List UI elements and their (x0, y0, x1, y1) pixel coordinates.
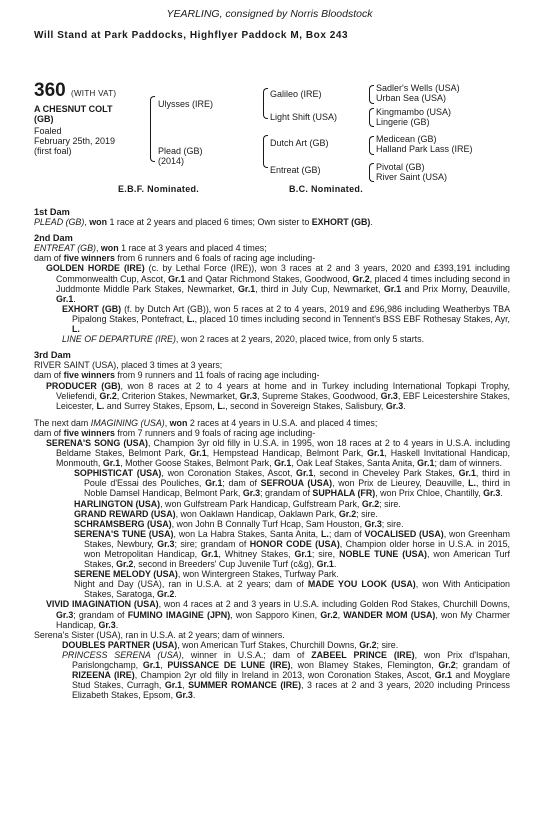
pedigree-bracket (263, 135, 268, 168)
pedigree-entry: Serena's Sister (USA), ran in U.S.A. at 2 years; dam of winners. (34, 629, 285, 640)
pedigree-bracket (369, 163, 374, 182)
section-spacer (34, 411, 510, 418)
pedigree-dam: Plead (GB) (158, 146, 203, 156)
pedigree-g3: Urban Sea (USA) (376, 93, 447, 103)
pedigree-dam-sire: Dutch Art (GB) (270, 138, 329, 148)
stand-line: Will Stand at Park Paddocks, Highflyer Paddock M, Box 243 (34, 30, 349, 41)
lot-description (34, 104, 113, 124)
foaled-note: (first foal) (34, 146, 72, 156)
pedigree-entry: DOUBLES PARTNER (USA), won American Turf Stakes, Churchill Downs, Gr.2; sire. (62, 639, 399, 650)
pedigree-bracket (369, 136, 374, 155)
pedigree-entry: SERENA'S SONG (USA), Champion 3yr old filly in U.S.A. in 1995, won 18 races at 2 to 4 years in U.S.A. including Beldame Stakes, Belmont Park, Gr.1, Hempstead Handicap, Belmont Park, Gr.1, Haskell Invitational Handicap, Monmouth, Gr.1, Mother Goose Stakes, Belmont Park, Gr.1, Oak Leaf Stakes, Santa Anita, Gr.1; dam of winners. (46, 437, 511, 469)
first-dam-text: PLEAD (GB), won 1 race at 2 years and placed 6 times; Own sister to EXHORT (GB). (34, 217, 373, 228)
pedigree-g3: Halland Park Lass (IRE) (376, 144, 473, 154)
pedigree-sire-dam: Light Shift (USA) (270, 112, 338, 122)
pedigree-g3: Lingerie (GB) (376, 117, 430, 127)
pedigree-entry: PRODUCER (GB), won 8 races at 2 to 4 years at home and in Turkey including International Topkapi Trophy, Veliefendi, Gr.2, Criterion Stakes, Newmarket, Gr.3, Supreme Stakes, Goodwood, Gr.3, EBF Leicestershire Stakes, Leicester, L. and Surrey Stakes, Epsom, L., second in Sovereign Stakes, Salisbury, Gr.3. (46, 380, 510, 411)
pedigree-g3: Kingmambo (USA) (376, 107, 452, 117)
pedigree-entry: LINE OF DEPARTURE (IRE), won 2 races at 2 years, 2020, placed twice, from only 5 starts. (62, 334, 425, 345)
pedigree-bracket (369, 108, 374, 127)
pedigree-entry: The next dam IMAGINING (USA), won 2 races at 4 years in U.S.A. and placed 4 times; (34, 417, 378, 428)
section-heading-2nd-dam: 2nd Dam (34, 233, 73, 244)
pedigree-entry: HARLINGTON (USA), won Gulfstream Park Handicap, Gulfstream Park, Gr.2; sire. (74, 498, 401, 509)
pedigree-bracket (263, 88, 268, 119)
pedigree-dam-year: (2014) (158, 156, 185, 166)
pedigree-bracket (150, 96, 155, 162)
section-heading-3rd-dam: 3rd Dam (34, 350, 71, 361)
lot-number (34, 81, 116, 104)
pedigree-entry: VIVID IMAGINATION (USA), won 4 races at 2 and 3 years in U.S.A. including Golden Rod Stakes, Churchill Downs, Gr.3; grandam of FUMINO IMAGINE (JPN), won Sapporo Kinen, Gr.2, WANDER MOM (USA), won My Charmer Handicap, Gr.3. (46, 599, 510, 630)
pedigree-sire: Ulysses (IRE) (158, 99, 214, 109)
third-dam-entries (34, 360, 510, 410)
lot-description-line2: (GB) (34, 114, 54, 124)
pedigree-block (34, 80, 514, 200)
pedigree-entry: SERENE MELODY (USA), won Wintergreen Stakes, Turfway Park. (74, 569, 339, 580)
pedigree-entry: GOLDEN HORDE (IRE) (c. by Lethal Force (IRE)), won 3 races at 2 and 3 years, 2020 and £393,191 including Commonwealth Cup, Ascot, Gr.1 and Qatar Richmond Stakes, Goodwood, Gr.2, placed 4 times including second in Juddmonte Middle Park Stakes, Newmarket, Gr.1, third in July Cup, Newmarket, Gr.1 and Prix Morny, Deauville, Gr.1. (46, 263, 511, 304)
pedigree-g3: Pivotal (GB) (376, 162, 425, 172)
next-dam-entries (34, 418, 510, 701)
pedigree-entry: dam of five winners from 7 runners and 9 foals of racing age including- (34, 427, 316, 438)
section-heading-1st-dam: 1st Dam (34, 207, 70, 217)
pedigree-entry: SOPHISTICAT (USA), won Coronation Stakes, Ascot, Gr.1, second in Cheveley Park Stakes, Gr.1, third in Poule d'Essai des Pouliches, Gr.1; dam of SEFROUA (USA), won Prix de Lieurey, Deauville, L., third in Noble Damsel Handicap, Belmont Park, Gr.3; grandam of SUPHALA (FR), won Prix Chloe, Chantilly, Gr.3. (74, 468, 511, 499)
pedigree-entry: EXHORT (GB) (f. by Dutch Art (GB)), won 5 races at 2 to 4 years, 2019 and £96,986 including Weatherbys TBA Pipalong Stakes, Pontefract, L., placed 10 times including second in Tennent's BSS EBF Rothesay Stakes, Ayr, L. (62, 303, 510, 335)
pedigree-g3: Sadler's Wells (USA) (376, 83, 460, 93)
pedigree-g3: River Saint (USA) (376, 172, 448, 182)
foaled-label: Foaled (34, 126, 62, 136)
pedigree-entry: Night and Day (USA), ran in U.S.A. at 2 years; dam of MADE YOU LOOK (USA), won With Anticipation Stakes, Saratoga, Gr.2. (74, 579, 510, 600)
lot-description-line1: A CHESNUT COLT (34, 104, 113, 114)
produce-record (34, 207, 510, 700)
pedigree-entry: dam of five winners from 9 runners and 11 foals of racing age including- (34, 370, 320, 381)
bc-nomination: B.C. Nominated. (289, 184, 364, 194)
lot-number-value: 360 (34, 80, 66, 101)
pedigree-entry: RIVER SAINT (USA), placed 3 times at 3 years; (34, 360, 223, 371)
pedigree-dam-dam: Entreat (GB) (270, 165, 321, 175)
foaling-info (34, 126, 115, 156)
pedigree-entry: SCHRAMSBERG (USA), won John B Connally Turf Hcap, Sam Houston, Gr.3; sire. (74, 518, 404, 529)
pedigree-entry: ENTREAT (GB), won 1 race at 3 years and placed 4 times; (34, 243, 267, 254)
consignment-line: YEARLING, consigned by Norris Bloodstock (166, 8, 373, 20)
pedigree-entry: GRAND REWARD (USA), won Oaklawn Handicap, Oaklawn Park, Gr.2; sire. (74, 508, 378, 519)
vat-note: (WITH VAT) (70, 89, 117, 98)
ebf-nomination: E.B.F. Nominated. (118, 184, 200, 194)
second-dam-entries (34, 243, 510, 344)
pedigree-g3: Medicean (GB) (376, 134, 437, 144)
pedigree-bracket (369, 85, 374, 104)
pedigree-sire-sire: Galileo (IRE) (270, 89, 322, 99)
pedigree-entry: PRINCESS SERENA (USA), winner in U.S.A.; dam of ZABEEL PRINCE (IRE), won Prix d'Ispahan, Parislongchamp, Gr.1, PUISSANCE DE LUNE (IRE), won Blamey Stakes, Flemington, Gr.2; grandam of RIZEENA (IRE), Champion 2yr old filly in Ireland in 2013, won Coronation Stakes, Ascot, Gr.1 and Moyglare Stud Stakes, Curragh, Gr.1, SUMMER ROMANCE (IRE), 3 races at 2 and 3 years, 2020 including Princess Elizabeth Stakes, Epsom, Gr.3. (62, 649, 511, 701)
pedigree-entry: dam of five winners from 6 runners and 6 foals of racing age including- (34, 253, 316, 264)
foaled-date: February 25th, 2019 (34, 136, 116, 146)
pedigree-entry: SERENA'S TUNE (USA), won La Habra Stakes, Santa Anita, L.; dam of VOCALISED (USA), won Greenham Stakes, Newbury, Gr.3; sire; grandam of HONOR CODE (USA), Champion older horse in U.S.A. in 2015, won Metropolitan Handicap, Gr.1, Whitney Stakes, Gr.1; sire, NOBLE TUNE (USA), won American Turf Stakes, Gr.2, second in Breeders' Cup Juvenile Turf (c&g), Gr.1. (74, 528, 511, 570)
